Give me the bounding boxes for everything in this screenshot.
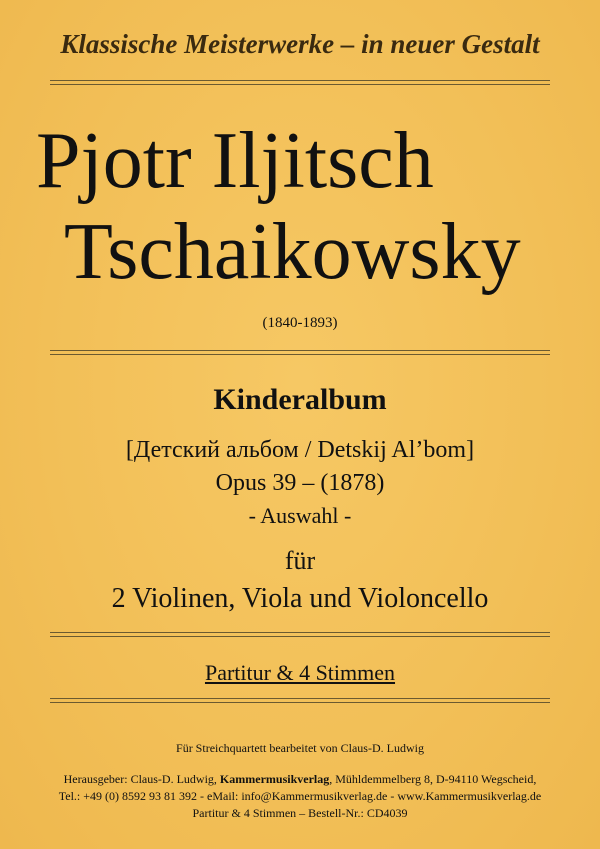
divider-after-instrumentation — [50, 632, 550, 637]
series-title: Klassische Meisterwerke – in neuer Gestalt — [60, 29, 540, 59]
work-opus: Opus 39 – (1878) — [215, 470, 385, 496]
work-title: Kinderalbum — [213, 383, 387, 416]
divider-after-edition — [50, 698, 550, 703]
edition-text: Partitur & 4 Stimmen — [204, 660, 396, 685]
arranger-credit: Für Streichquartett bearbeitet von Claus-D. Ludwig — [176, 741, 424, 755]
publisher-name: Kammermusikverlag — [219, 772, 330, 786]
composer-years: (1840-1893) — [262, 315, 338, 331]
instrumentation: 2 Violinen, Viola und Violoncello — [111, 583, 489, 614]
imprint-line1 — [0, 771, 600, 788]
imprint-line1-post: , Mühldemmelberg 8, D-94110 Wegscheid, — [329, 772, 537, 786]
imprint-line3: Partitur & 4 Stimmen – Bestell-Nr.: CD4039 — [192, 806, 408, 820]
divider-after-composer — [50, 350, 550, 355]
edition-label — [0, 660, 600, 686]
divider-top — [50, 80, 550, 85]
work-selection: - Auswahl - — [248, 503, 352, 528]
work-for: für — [284, 546, 316, 575]
imprint-line2: Tel.: +49 (0) 8592 93 81 392 - eMail: info@Kammermusikverlag.de - www.Kammermusikverlag.de — [58, 789, 542, 803]
composer-name-line1: Pjotr Iljitsch — [36, 117, 434, 205]
work-subtitle: [Детский альбом / Detskij Al’bom] — [125, 437, 475, 463]
composer-name-line2: Tschaikowsky — [64, 208, 521, 296]
imprint-line1-pre: Herausgeber: Claus-D. Ludwig, — [63, 772, 220, 786]
